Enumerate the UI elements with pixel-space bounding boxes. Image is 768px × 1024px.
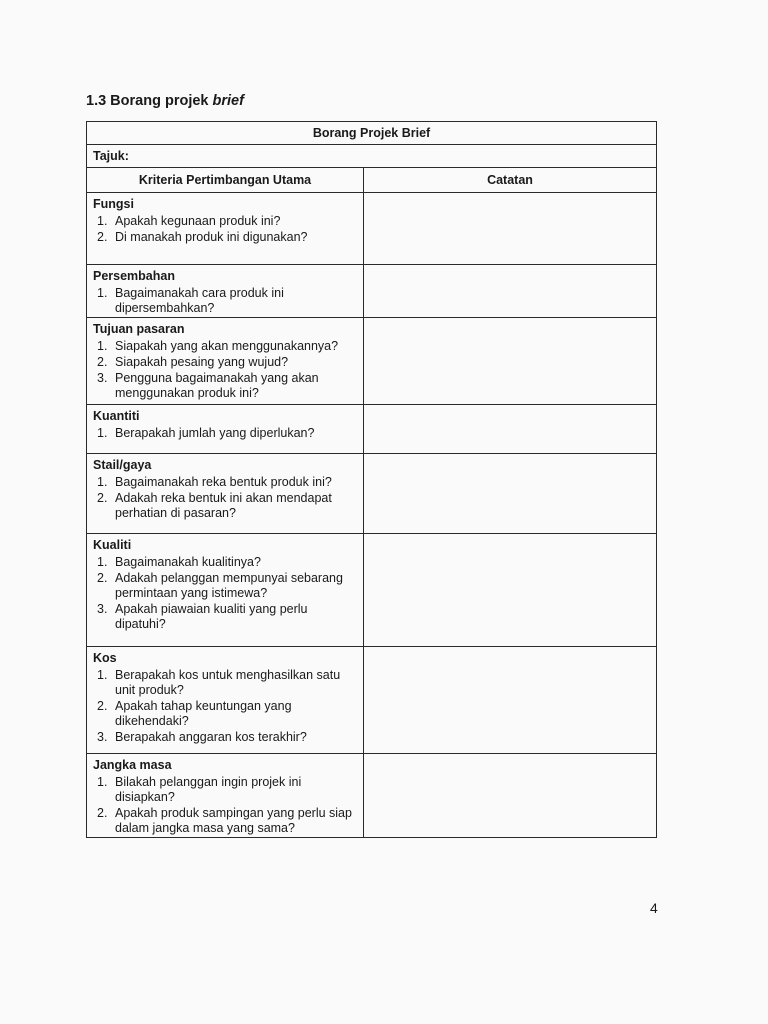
question-text: Pengguna bagaimanakah yang akan menggunakan produk ini? bbox=[115, 371, 319, 400]
question-item bbox=[93, 286, 357, 316]
page-number: 4 bbox=[650, 900, 658, 916]
form-title-row bbox=[87, 122, 657, 145]
question-list bbox=[93, 286, 357, 316]
question-text: Apakah kegunaan produk ini? bbox=[115, 214, 281, 228]
question-number: 3. bbox=[97, 602, 108, 616]
notes-column-header: Catatan bbox=[364, 168, 657, 193]
question-item bbox=[93, 730, 357, 745]
criteria-cell bbox=[87, 534, 364, 647]
criteria-title: Kualiti bbox=[93, 538, 132, 552]
notes-cell[interactable] bbox=[364, 454, 657, 534]
criteria-cell bbox=[87, 318, 364, 405]
question-text: Adakah pelanggan mempunyai sebarang permintaan yang istimewa? bbox=[115, 571, 343, 600]
question-number: 2. bbox=[97, 355, 108, 369]
question-number: 1. bbox=[97, 214, 108, 228]
question-number: 2. bbox=[97, 806, 108, 820]
criteria-cell bbox=[87, 647, 364, 754]
question-text: Siapakah pesaing yang wujud? bbox=[115, 355, 289, 369]
criteria-row bbox=[87, 534, 657, 647]
question-item bbox=[93, 555, 357, 570]
column-header-row bbox=[87, 168, 657, 193]
criteria-row bbox=[87, 647, 657, 754]
question-item bbox=[93, 668, 357, 698]
question-text: Berapakah anggaran kos terakhir? bbox=[115, 730, 307, 744]
question-text: Bagaimanakah reka bentuk produk ini? bbox=[115, 475, 332, 489]
criteria-row bbox=[87, 754, 657, 838]
criteria-title: Jangka masa bbox=[93, 758, 172, 772]
question-number: 3. bbox=[97, 371, 108, 385]
tajuk-field[interactable] bbox=[87, 145, 657, 168]
criteria-row bbox=[87, 454, 657, 534]
criteria-column-header: Kriteria Pertimbangan Utama bbox=[87, 168, 364, 193]
criteria-cell bbox=[87, 265, 364, 318]
criteria-row bbox=[87, 193, 657, 265]
question-number: 1. bbox=[97, 426, 108, 440]
question-item bbox=[93, 426, 357, 441]
notes-cell[interactable] bbox=[364, 318, 657, 405]
question-list bbox=[93, 426, 357, 441]
criteria-cell bbox=[87, 754, 364, 838]
section-title bbox=[86, 93, 244, 109]
question-list bbox=[93, 339, 357, 401]
question-text: Siapakah yang akan menggunakannya? bbox=[115, 339, 339, 353]
question-number: 1. bbox=[97, 555, 108, 569]
question-item bbox=[93, 230, 357, 245]
question-text: Adakah reka bentuk ini akan mendapat perhatian di pasaran? bbox=[115, 491, 332, 520]
question-item bbox=[93, 475, 357, 490]
question-text: Apakah produk sampingan yang perlu siap dalam jangka masa yang sama? bbox=[115, 806, 352, 835]
criteria-title: Tujuan pasaran bbox=[93, 322, 185, 336]
criteria-title: Kos bbox=[93, 651, 117, 665]
question-list bbox=[93, 214, 357, 245]
criteria-row bbox=[87, 318, 657, 405]
question-number: 2. bbox=[97, 230, 108, 244]
question-number: 2. bbox=[97, 491, 108, 505]
question-text: Bagaimanakah cara produk ini dipersembahkan? bbox=[115, 286, 284, 315]
question-item bbox=[93, 571, 357, 601]
question-list bbox=[93, 668, 357, 745]
question-number: 1. bbox=[97, 475, 108, 489]
notes-cell[interactable] bbox=[364, 754, 657, 838]
tajuk-label: Tajuk: bbox=[93, 149, 129, 163]
section-title-text: 1.3 Borang projek bbox=[86, 93, 213, 109]
criteria-title: Fungsi bbox=[93, 197, 134, 211]
question-item bbox=[93, 699, 357, 729]
criteria-cell bbox=[87, 193, 364, 265]
form-title: Borang Projek Brief bbox=[87, 122, 657, 145]
criteria-title: Persembahan bbox=[93, 269, 175, 283]
question-text: Di manakah produk ini digunakan? bbox=[115, 230, 308, 244]
notes-cell[interactable] bbox=[364, 265, 657, 318]
question-item bbox=[93, 214, 357, 229]
question-text: Apakah piawaian kualiti yang perlu dipatuhi? bbox=[115, 602, 308, 631]
tajuk-row bbox=[87, 145, 657, 168]
question-text: Berapakah jumlah yang diperlukan? bbox=[115, 426, 315, 440]
question-list bbox=[93, 775, 357, 836]
question-item bbox=[93, 806, 357, 836]
question-list bbox=[93, 475, 357, 521]
question-item bbox=[93, 371, 357, 401]
criteria-title: Stail/gaya bbox=[93, 458, 152, 472]
criteria-title: Kuantiti bbox=[93, 409, 140, 423]
question-number: 2. bbox=[97, 571, 108, 585]
criteria-cell bbox=[87, 454, 364, 534]
question-number: 3. bbox=[97, 730, 108, 744]
question-number: 1. bbox=[97, 775, 108, 789]
notes-cell[interactable] bbox=[364, 534, 657, 647]
question-text: Bilakah pelanggan ingin projek ini disiapkan? bbox=[115, 775, 302, 804]
question-list bbox=[93, 555, 357, 632]
question-number: 1. bbox=[97, 286, 108, 300]
notes-cell[interactable] bbox=[364, 647, 657, 754]
section-title-italic: brief bbox=[212, 93, 244, 109]
criteria-row bbox=[87, 265, 657, 318]
question-number: 1. bbox=[97, 668, 108, 682]
notes-cell[interactable] bbox=[364, 405, 657, 454]
question-text: Berapakah kos untuk menghasilkan satu unit produk? bbox=[115, 668, 341, 697]
question-item bbox=[93, 775, 357, 805]
question-number: 1. bbox=[97, 339, 108, 353]
question-item bbox=[93, 491, 357, 521]
question-text: Apakah tahap keuntungan yang dikehendaki? bbox=[115, 699, 292, 728]
question-item bbox=[93, 355, 357, 370]
question-item bbox=[93, 339, 357, 354]
notes-cell[interactable] bbox=[364, 193, 657, 265]
criteria-cell bbox=[87, 405, 364, 454]
question-number: 2. bbox=[97, 699, 108, 713]
form-body bbox=[87, 122, 657, 838]
criteria-row bbox=[87, 405, 657, 454]
project-brief-form bbox=[86, 121, 657, 838]
question-item bbox=[93, 602, 357, 632]
question-text: Bagaimanakah kualitinya? bbox=[115, 555, 261, 569]
